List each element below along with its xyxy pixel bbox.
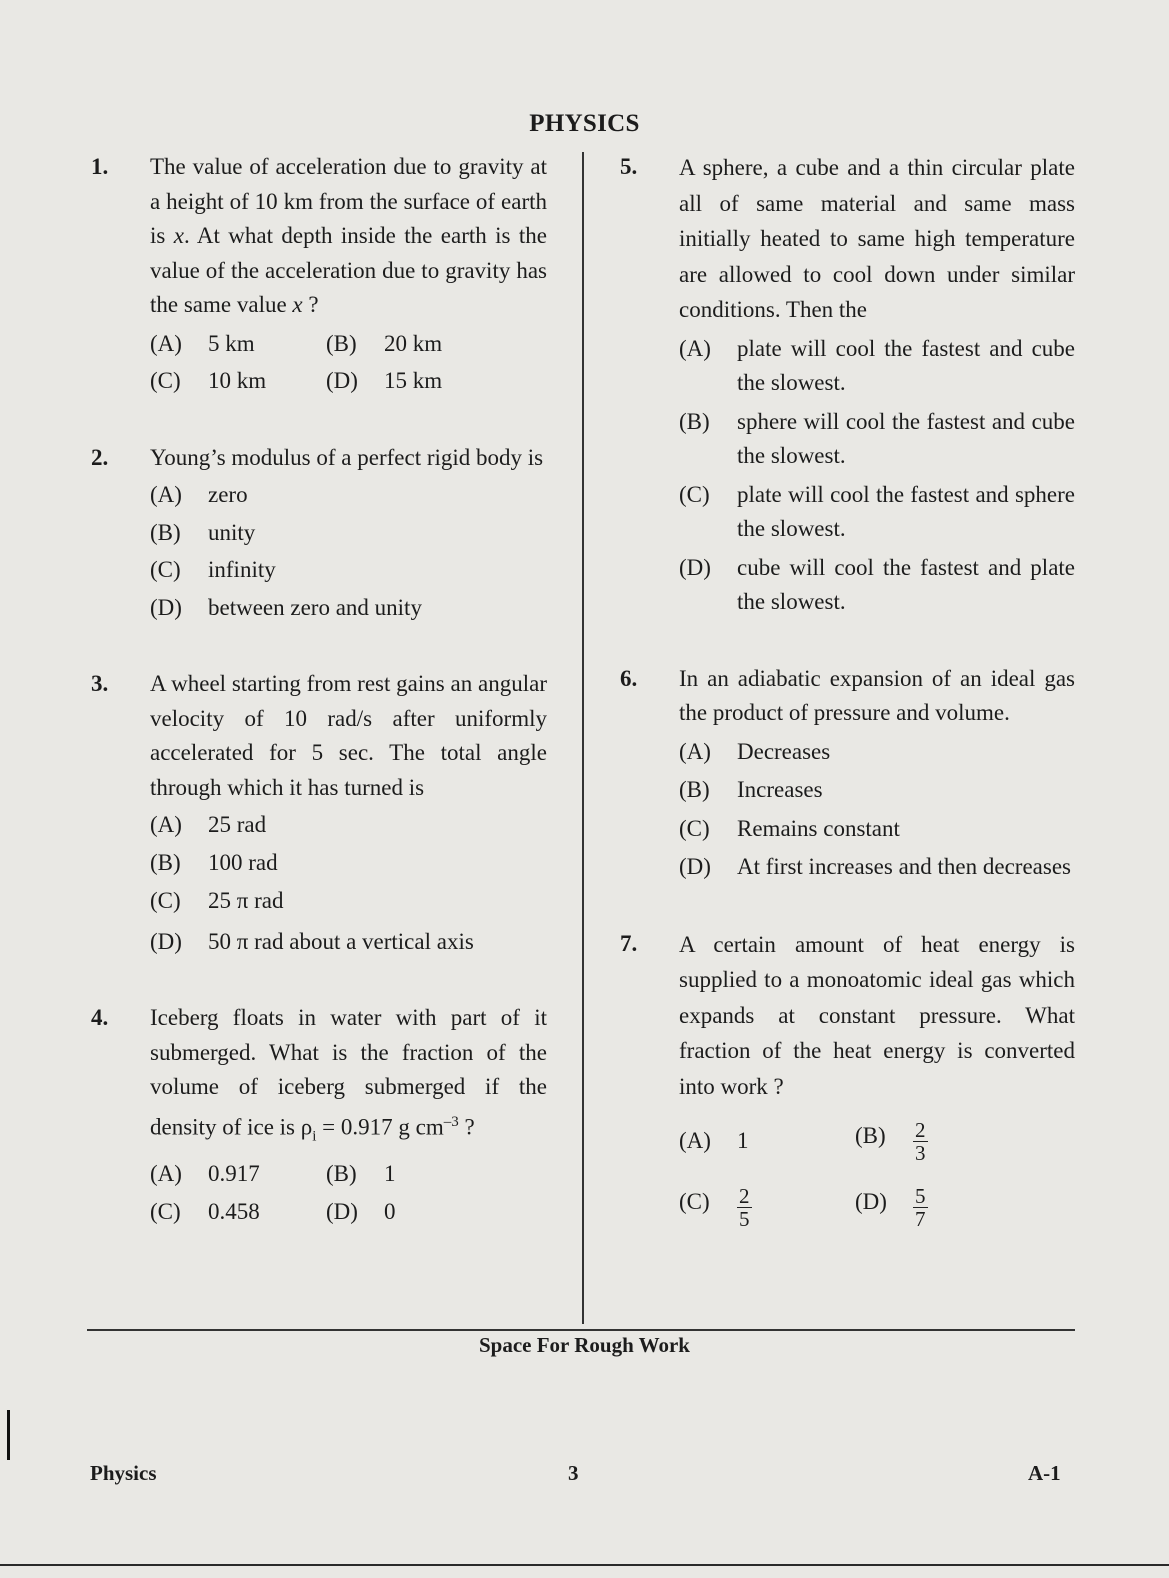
question-2 xyxy=(91,441,547,626)
option-text: 1 xyxy=(384,1161,396,1187)
option-label: (A) xyxy=(150,330,182,356)
option-label: (B) xyxy=(326,330,357,356)
question-number: 4. xyxy=(91,1005,109,1030)
question-text: A sphere, a cube and a thin circular plate all of same material and same mass initially heated to same high temperature are allowed to cool down under similar conditions. Then the xyxy=(679,155,1075,322)
variable-x: x xyxy=(173,223,184,248)
question-text-part: = 0.917 g cm xyxy=(316,1114,444,1140)
question-text-part: The value of acceleration due to gravity at a height of 10 km from the surface of earth is xyxy=(150,154,547,248)
margin-mark xyxy=(7,1410,10,1460)
option-c[interactable] xyxy=(150,553,547,588)
rho-subscript: i xyxy=(312,1127,317,1144)
option-label: (C) xyxy=(679,1188,710,1214)
option-text: sphere will cool the fastest and cube the slowest. xyxy=(737,408,1075,468)
option-label: (C) xyxy=(150,557,181,582)
option-text: 15 km xyxy=(384,368,443,393)
rough-work-label: Space For Rough Work xyxy=(478,1333,690,1357)
option-row xyxy=(679,1116,1075,1166)
question-number: 2. xyxy=(91,444,109,470)
option-row xyxy=(150,1195,547,1230)
option-label: (D) xyxy=(150,928,182,954)
option-a[interactable] xyxy=(150,478,547,513)
option-text: At first increases and then decreases xyxy=(737,854,1071,879)
option-row xyxy=(150,327,547,362)
footer-subject: Physics xyxy=(90,1461,157,1485)
question-number: 7. xyxy=(620,930,638,956)
question-6 xyxy=(620,662,1075,885)
question-text-part: ? xyxy=(458,1114,475,1140)
fraction-denominator: 3 xyxy=(915,1140,926,1165)
question-number: 1. xyxy=(91,154,109,179)
question-text xyxy=(150,1001,547,1153)
option-label: (A) xyxy=(150,812,182,837)
option-label: (B) xyxy=(150,849,181,875)
fraction-numerator: 2 xyxy=(915,1117,926,1142)
option-label: (A) xyxy=(150,482,182,507)
option-label: (D) xyxy=(679,854,711,879)
option-row xyxy=(150,364,547,399)
question-number: 6. xyxy=(620,665,638,691)
option-label: (C) xyxy=(150,888,181,913)
option-text: plate will cool the fastest and cube the slowest. xyxy=(737,335,1075,395)
question-text-part: Iceberg floats in water with part of it submerged. What is the fraction of the volume of iceberg submerged if the density of ice is xyxy=(150,1005,547,1140)
question-number: 5. xyxy=(620,154,638,179)
variable-x: x xyxy=(292,292,303,317)
column-divider xyxy=(582,152,584,1324)
option-a[interactable] xyxy=(679,332,1075,401)
question-text-part: ? xyxy=(302,292,319,317)
option-label: (C) xyxy=(150,368,181,393)
option-d[interactable] xyxy=(326,364,442,399)
option-text: Decreases xyxy=(737,738,831,764)
option-b[interactable] xyxy=(855,1119,928,1164)
question-7 xyxy=(620,927,1075,1233)
option-text: infinity xyxy=(208,557,276,582)
option-b[interactable] xyxy=(326,1157,396,1192)
option-label: (D) xyxy=(326,368,358,393)
option-a[interactable] xyxy=(150,808,547,843)
question-text xyxy=(150,150,547,323)
option-label: (A) xyxy=(679,1127,711,1153)
rough-work-divider xyxy=(87,1329,1075,1331)
option-label: (D) xyxy=(679,554,711,580)
fraction-numerator: 2 xyxy=(739,1183,750,1208)
option-label: (B) xyxy=(326,1161,357,1187)
option-label: (D) xyxy=(326,1198,358,1224)
option-label: (B) xyxy=(679,408,710,434)
option-a[interactable] xyxy=(150,1157,326,1192)
question-text: A certain amount of heat energy is supplied to a monoatomic ideal gas which expands at constant pressure. What fraction of the heat energy is converted into work ? xyxy=(679,931,1075,1099)
question-3 xyxy=(91,667,547,959)
option-b[interactable] xyxy=(679,773,1075,808)
option-text: 25 rad xyxy=(208,812,267,837)
option-text: 20 km xyxy=(384,330,443,356)
option-label: (A) xyxy=(679,335,711,361)
option-c[interactable] xyxy=(679,1185,855,1230)
option-b[interactable] xyxy=(679,405,1075,474)
option-label: (D) xyxy=(150,594,182,620)
option-text: plate will cool the fastest and sphere the slowest. xyxy=(737,481,1075,541)
rho-symbol: ρ xyxy=(300,1114,313,1140)
option-text: 0 xyxy=(384,1198,396,1224)
fraction xyxy=(913,1119,928,1164)
option-c[interactable] xyxy=(150,1195,326,1230)
option-text: between zero and unity xyxy=(208,594,422,620)
option-d[interactable] xyxy=(150,925,547,960)
question-text: A wheel starting from rest gains an angular velocity of 10 rad/s after uniformly accelerated for 5 sec. The total angle through which it has turned is xyxy=(150,671,547,800)
option-label: (C) xyxy=(679,815,710,841)
option-row xyxy=(150,1157,547,1192)
right-column xyxy=(620,150,1075,1232)
option-text: 1 xyxy=(737,1127,749,1153)
option-text: 10 km xyxy=(208,368,267,393)
fraction xyxy=(913,1185,928,1230)
option-text: cube will cool the fastest and plate the slowest. xyxy=(737,554,1075,614)
exponent: –3 xyxy=(443,1113,459,1130)
option-label: (B) xyxy=(855,1122,886,1148)
option-c[interactable] xyxy=(150,884,547,919)
question-text: Young’s modulus of a perfect rigid body is xyxy=(150,444,544,470)
option-label: (B) xyxy=(150,519,181,545)
option-text: 0.917 xyxy=(208,1161,260,1187)
option-text: Increases xyxy=(737,777,823,802)
fraction-numerator: 5 xyxy=(915,1183,926,1208)
option-text: zero xyxy=(208,482,248,507)
option-d[interactable] xyxy=(326,1195,396,1230)
fraction xyxy=(737,1185,752,1230)
page-title: PHYSICS xyxy=(529,110,640,137)
option-c[interactable] xyxy=(150,364,326,399)
question-1 xyxy=(91,150,547,399)
option-label: (C) xyxy=(150,1198,181,1224)
option-c[interactable] xyxy=(679,812,1075,847)
option-text: 5 km xyxy=(208,330,255,356)
question-text: In an adiabatic expansion of an ideal gas the product of pressure and volume. xyxy=(679,665,1075,725)
option-row xyxy=(679,1182,1075,1232)
bottom-edge-line xyxy=(0,1564,1169,1566)
option-text: 50 π rad about a vertical axis xyxy=(208,928,474,954)
left-column xyxy=(91,150,547,1229)
option-a[interactable] xyxy=(679,1124,855,1159)
option-b[interactable] xyxy=(150,516,547,551)
option-d[interactable] xyxy=(150,591,547,626)
question-4 xyxy=(91,1001,547,1229)
question-number: 3. xyxy=(91,671,109,696)
question-5 xyxy=(620,150,1075,620)
option-label: (B) xyxy=(679,777,710,802)
footer-page-number: 3 xyxy=(568,1461,579,1485)
option-text: Remains constant xyxy=(737,815,900,841)
option-label: (A) xyxy=(150,1161,182,1187)
option-text: unity xyxy=(208,519,256,545)
option-label: (C) xyxy=(679,481,710,507)
option-text: 0.458 xyxy=(208,1198,260,1224)
option-text: 100 rad xyxy=(208,849,278,875)
option-c[interactable] xyxy=(679,478,1075,547)
footer-code: A-1 xyxy=(1028,1461,1061,1485)
question-text-part: . At what depth inside the earth is the value of the acceleration due to gravity has the same value xyxy=(150,223,548,317)
fraction-denominator: 5 xyxy=(739,1206,750,1231)
option-d[interactable] xyxy=(679,551,1075,620)
option-d[interactable] xyxy=(855,1185,928,1230)
option-b[interactable] xyxy=(150,846,547,881)
option-d[interactable] xyxy=(679,850,1075,885)
option-a[interactable] xyxy=(150,327,326,362)
option-label: (D) xyxy=(855,1188,887,1214)
fraction-denominator: 7 xyxy=(915,1206,926,1231)
option-b[interactable] xyxy=(326,327,442,362)
option-a[interactable] xyxy=(679,735,1075,770)
option-text: 25 π rad xyxy=(208,888,284,913)
option-label: (A) xyxy=(679,738,711,764)
